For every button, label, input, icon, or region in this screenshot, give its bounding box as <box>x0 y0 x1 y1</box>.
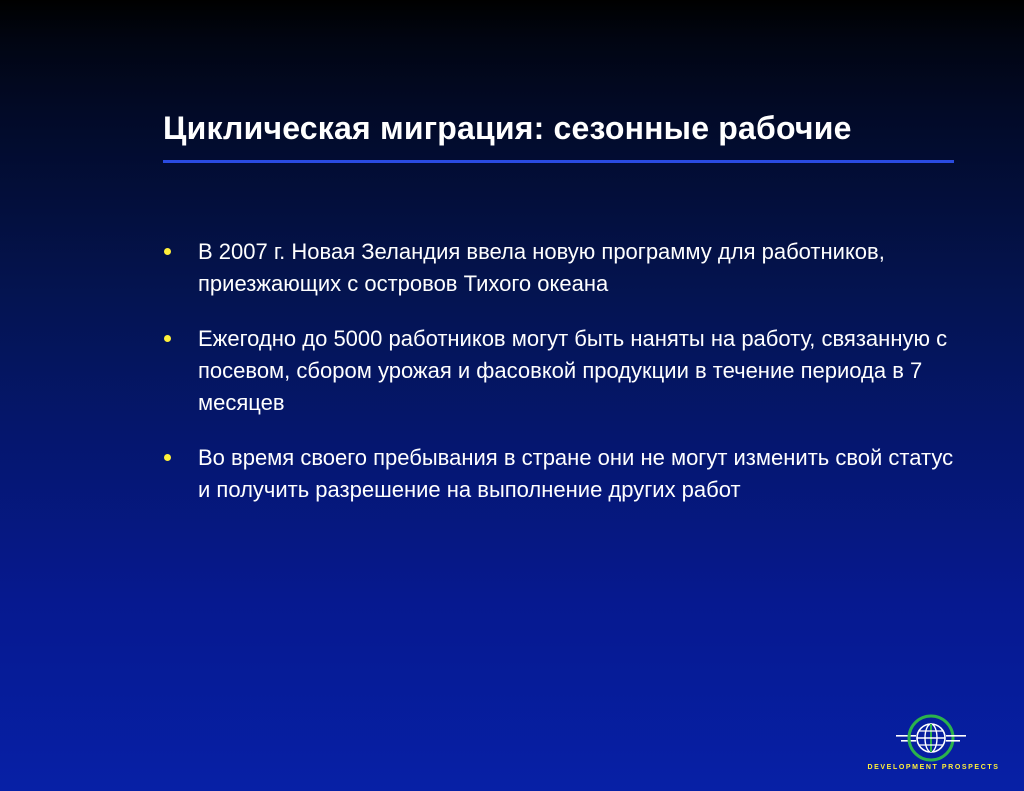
bullet-item <box>163 236 963 300</box>
bullet-dot-icon <box>164 248 171 255</box>
logo <box>866 712 1001 782</box>
logo-text: DEVELOPMENT PROSPECTS <box>867 764 1000 771</box>
slide-title: Циклическая миграция: сезонные рабочие <box>163 110 852 146</box>
globe-icon <box>896 714 966 762</box>
bullet-dot-icon <box>164 335 171 342</box>
bullet-item <box>163 323 963 419</box>
bullet-text: В 2007 г. Новая Зеландия ввела новую программу для работников, приезжающих с островов Тихого океана <box>198 239 885 296</box>
bullet-text: Во время своего пребывания в стране они не могут изменить свой статус и получить разрешение на выполнение других работ <box>198 445 954 502</box>
bullet-item <box>163 442 963 506</box>
bullet-dot-icon <box>164 454 171 461</box>
bullet-list <box>163 236 963 529</box>
title-underline <box>163 160 954 163</box>
bullet-text: Ежегодно до 5000 работников могут быть наняты на работу, связанную с посевом, сбором урожая и фасовкой продукции в течение периода в 7 месяцев <box>198 326 948 415</box>
